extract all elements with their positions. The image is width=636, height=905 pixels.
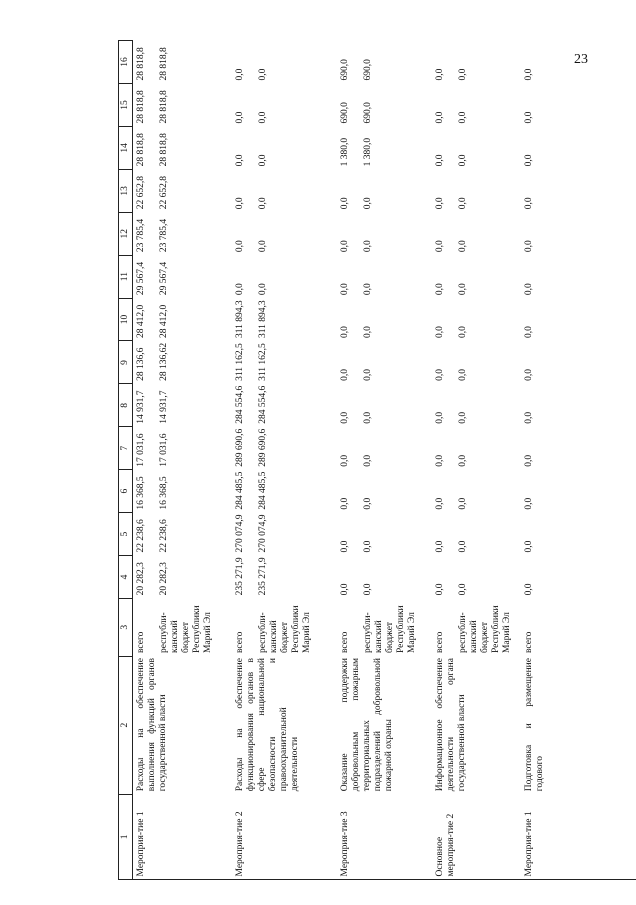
cell-value: 284 554,6	[257, 385, 268, 424]
table-cell	[337, 794, 432, 879]
cell-value: 0,0	[524, 326, 534, 338]
cell-text: Оказание поддержки добровольным пожарным территориальных подразделений добровольной пожарной охраны	[340, 658, 394, 792]
cell-value: 1 380,0	[362, 137, 373, 167]
cell-value: 14 931,7	[158, 390, 169, 424]
cell-value: 0,0	[457, 326, 468, 338]
value-cell	[133, 169, 233, 212]
cell-value: 0,0	[457, 454, 468, 467]
source-total: всего	[435, 631, 445, 654]
column-header: 4	[119, 556, 133, 599]
funding-source-cell	[232, 598, 337, 656]
cell-value: 0,0	[340, 497, 350, 510]
column-header: 1	[119, 794, 133, 879]
cell-text: Мероприя-тие 2	[235, 811, 245, 877]
cell-value: 0,0	[340, 540, 350, 553]
table-cell	[337, 656, 432, 794]
value-cell	[521, 84, 564, 127]
cell-value: 0,0	[435, 411, 445, 424]
cell-text: Информационное обеспечение деятельности органа государственной власти	[435, 658, 467, 792]
source-total: всего	[524, 631, 534, 654]
table-row	[337, 41, 432, 880]
value-cell	[337, 41, 432, 84]
cell-value: 0,0	[524, 111, 534, 124]
value-cell	[337, 84, 432, 127]
value-cell	[432, 427, 521, 470]
cell-value: 0,0	[435, 583, 445, 596]
value-cell	[133, 212, 233, 255]
cell-value: 0,0	[524, 454, 534, 467]
cell-value: 0,0	[257, 240, 268, 253]
value-cell	[133, 84, 233, 127]
value-cell	[521, 427, 564, 470]
table-row	[232, 41, 337, 880]
value-cell	[232, 298, 337, 341]
cell-value: 0,0	[362, 454, 373, 467]
cell-value: 0,0	[524, 240, 534, 253]
cell-text: Расходы на обеспечение выполнения функций органов государственной власти	[136, 658, 168, 792]
value-cell	[337, 427, 432, 470]
value-cell	[521, 126, 564, 169]
cell-value: 0,0	[362, 540, 373, 553]
cell-value: 28 818,8	[158, 47, 169, 81]
column-header: 11	[119, 255, 133, 298]
cell-value: 0,0	[457, 154, 468, 167]
source-budget: республи-канский бюджет Республики Марий Эл	[362, 605, 417, 654]
value-cell	[337, 556, 432, 599]
column-header: 6	[119, 470, 133, 513]
value-cell	[232, 341, 337, 384]
table-row	[521, 41, 564, 880]
value-cell	[133, 470, 233, 513]
cell-value: 0,0	[524, 68, 534, 81]
budget-table-rotated	[118, 40, 633, 880]
cell-value: 0,0	[257, 283, 268, 296]
cell-value: 235 271,9	[257, 557, 268, 596]
budget-table	[118, 40, 564, 880]
cell-value: 311 162,5	[235, 343, 245, 381]
cell-value: 16 368,5	[136, 476, 146, 510]
column-header: 16	[119, 41, 133, 84]
column-header: 8	[119, 384, 133, 427]
cell-value: 0,0	[235, 154, 245, 167]
value-cell	[133, 255, 233, 298]
column-header: 5	[119, 513, 133, 556]
cell-value: 690,0	[340, 102, 350, 124]
cell-value: 1 380,0	[340, 137, 350, 167]
cell-text: Мероприя-тие 1	[136, 811, 146, 877]
cell-value: 0,0	[340, 583, 350, 596]
source-budget: республи-канский бюджет Республики Марий Эл	[158, 605, 213, 654]
cell-value: 28 818,8	[136, 47, 146, 81]
cell-value: 284 554,6	[235, 385, 245, 424]
cell-value: 0,0	[340, 240, 350, 253]
value-cell	[133, 41, 233, 84]
value-cell	[337, 255, 432, 298]
cell-value: 16 368,5	[158, 476, 169, 510]
cell-value: 0,0	[435, 326, 445, 338]
cell-value: 284 485,5	[235, 471, 245, 510]
cell-value: 22 652,8	[136, 176, 146, 210]
cell-value: 311 162,5	[257, 343, 268, 381]
cell-value: 23 785,4	[158, 218, 169, 253]
cell-value: 0,0	[435, 154, 445, 167]
cell-value: 0,0	[340, 369, 350, 381]
value-cell	[133, 298, 233, 341]
funding-source-cell	[432, 598, 521, 656]
cell-value: 0,0	[362, 497, 373, 510]
cell-value: 0,0	[457, 68, 468, 81]
value-cell	[232, 41, 337, 84]
column-header: 15	[119, 84, 133, 127]
cell-value: 0,0	[340, 326, 350, 338]
cell-value: 0,0	[362, 583, 373, 596]
cell-value: 690,0	[362, 59, 373, 81]
value-cell	[133, 427, 233, 470]
cell-value: 0,0	[235, 240, 245, 253]
value-cell	[232, 84, 337, 127]
value-cell	[432, 255, 521, 298]
value-cell	[432, 169, 521, 212]
cell-value: 0,0	[435, 369, 445, 381]
value-cell	[521, 341, 564, 384]
cell-value: 0,0	[457, 411, 468, 424]
cell-value: 20 282,3	[136, 562, 146, 596]
cell-value: 0,0	[524, 197, 534, 210]
value-cell	[232, 513, 337, 556]
value-cell	[133, 126, 233, 169]
page-number: 23	[574, 52, 588, 67]
cell-value: 690,0	[340, 59, 350, 81]
value-cell	[521, 513, 564, 556]
table-cell	[521, 656, 564, 794]
value-cell	[337, 513, 432, 556]
table-cell	[232, 794, 337, 879]
cell-value: 0,0	[524, 540, 534, 553]
table-border-left	[131, 879, 636, 880]
cell-value: 17 031,6	[158, 433, 169, 467]
cell-value: 0,0	[362, 411, 373, 424]
cell-value: 20 282,3	[158, 562, 169, 596]
value-cell	[521, 41, 564, 84]
value-cell	[337, 212, 432, 255]
cell-value: 0,0	[362, 283, 373, 296]
cell-value: 0,0	[235, 68, 245, 81]
cell-value: 29 567,4	[158, 261, 169, 296]
source-budget: республи-канский бюджет Республики Марий Эл	[257, 605, 312, 654]
value-cell	[232, 126, 337, 169]
column-header: 12	[119, 212, 133, 255]
source-total: всего	[235, 631, 245, 654]
value-cell	[133, 556, 233, 599]
value-cell	[232, 255, 337, 298]
value-cell	[521, 470, 564, 513]
column-header: 3	[119, 598, 133, 656]
table-cell	[133, 794, 233, 879]
cell-value: 17 031,6	[136, 433, 146, 467]
value-cell	[232, 427, 337, 470]
header-row	[119, 41, 133, 880]
column-header: 14	[119, 126, 133, 169]
value-cell	[432, 513, 521, 556]
cell-value: 28 412,0	[158, 304, 169, 338]
cell-value: 23 785,4	[136, 218, 146, 253]
cell-value: 0,0	[524, 369, 534, 381]
cell-value: 28 412,0	[136, 304, 146, 338]
value-cell	[133, 513, 233, 556]
value-cell	[432, 341, 521, 384]
cell-value: 270 074,9	[235, 514, 245, 553]
cell-text: Подготовка и размещение годового	[524, 658, 545, 792]
cell-value: 0,0	[435, 197, 445, 210]
cell-value: 0,0	[524, 497, 534, 510]
table-cell	[232, 656, 337, 794]
value-cell	[337, 169, 432, 212]
cell-value: 22 238,6	[158, 519, 169, 553]
cell-text: Основное мероприя-тие 2	[435, 813, 456, 877]
value-cell	[521, 255, 564, 298]
cell-value: 311 894,3	[235, 300, 245, 338]
value-cell	[432, 84, 521, 127]
cell-value: 289 690,6	[257, 428, 268, 467]
cell-value: 0,0	[235, 283, 245, 296]
table-cell	[521, 794, 564, 879]
value-cell	[432, 470, 521, 513]
column-header: 9	[119, 341, 133, 384]
value-cell	[521, 384, 564, 427]
table-cell	[432, 656, 521, 794]
value-cell	[232, 212, 337, 255]
cell-value: 0,0	[235, 197, 245, 210]
table-row	[133, 41, 233, 880]
cell-value: 0,0	[457, 283, 468, 296]
value-cell	[521, 212, 564, 255]
cell-value: 28 136,62	[158, 342, 169, 381]
cell-value: 0,0	[435, 497, 445, 510]
cell-value: 0,0	[457, 583, 468, 596]
value-cell	[133, 341, 233, 384]
value-cell	[337, 470, 432, 513]
cell-value: 311 894,3	[257, 300, 268, 338]
value-cell	[232, 384, 337, 427]
value-cell	[337, 341, 432, 384]
cell-value: 0,0	[435, 540, 445, 553]
column-header: 13	[119, 169, 133, 212]
cell-value: 28 818,8	[158, 90, 169, 124]
column-header: 2	[119, 656, 133, 794]
cell-value: 0,0	[524, 411, 534, 424]
value-cell	[432, 556, 521, 599]
cell-value: 0,0	[257, 68, 268, 81]
cell-value: 0,0	[457, 197, 468, 210]
cell-value: 0,0	[257, 154, 268, 167]
value-cell	[337, 384, 432, 427]
source-total: всего	[136, 631, 146, 654]
cell-value: 0,0	[435, 454, 445, 467]
value-cell	[521, 556, 564, 599]
cell-value: 0,0	[457, 540, 468, 553]
cell-value: 0,0	[362, 326, 373, 338]
cell-text: Мероприя-тие 3	[340, 811, 350, 877]
cell-value: 0,0	[340, 197, 350, 210]
funding-source-cell	[521, 598, 564, 656]
cell-value: 0,0	[457, 111, 468, 124]
cell-value: 0,0	[257, 111, 268, 124]
value-cell	[337, 126, 432, 169]
column-header: 7	[119, 427, 133, 470]
value-cell	[232, 470, 337, 513]
cell-value: 0,0	[435, 68, 445, 81]
table-row	[432, 41, 521, 880]
value-cell	[133, 384, 233, 427]
cell-value: 289 690,6	[235, 428, 245, 467]
cell-value: 270 074,9	[257, 514, 268, 553]
cell-value: 28 818,8	[136, 90, 146, 124]
cell-value: 14 931,7	[136, 390, 146, 424]
table-cell	[133, 656, 233, 794]
cell-value: 0,0	[257, 197, 268, 210]
cell-value: 235 271,9	[235, 557, 245, 596]
value-cell	[432, 384, 521, 427]
cell-value: 29 567,4	[136, 261, 146, 296]
cell-value: 28 818,8	[158, 133, 169, 167]
table-cell	[432, 794, 521, 879]
cell-value: 0,0	[340, 283, 350, 296]
value-cell	[232, 556, 337, 599]
value-cell	[432, 41, 521, 84]
cell-value: 0,0	[435, 240, 445, 253]
value-cell	[521, 169, 564, 212]
column-header: 10	[119, 298, 133, 341]
cell-value: 0,0	[362, 369, 373, 381]
cell-value: 284 485,5	[257, 471, 268, 510]
cell-value: 0,0	[340, 411, 350, 424]
cell-value: 0,0	[457, 497, 468, 510]
cell-value: 690,0	[362, 102, 373, 124]
value-cell	[521, 298, 564, 341]
value-cell	[232, 169, 337, 212]
cell-value: 0,0	[235, 111, 245, 124]
cell-value: 0,0	[435, 283, 445, 296]
cell-value: 0,0	[524, 154, 534, 167]
cell-value: 0,0	[457, 369, 468, 381]
cell-value: 0,0	[362, 197, 373, 210]
source-budget: республи-канский бюджет Республики Марий Эл	[457, 605, 512, 654]
source-total: всего	[340, 631, 350, 654]
value-cell	[432, 212, 521, 255]
funding-source-cell	[337, 598, 432, 656]
cell-value: 28 818,8	[136, 133, 146, 167]
cell-text: Расходы на обеспечение функционирования органов в сфере национальной безопасности и правоохранительной деятельности	[235, 658, 300, 792]
value-cell	[432, 126, 521, 169]
cell-value: 0,0	[457, 240, 468, 253]
cell-value: 22 652,8	[158, 176, 169, 210]
value-cell	[337, 298, 432, 341]
cell-value: 0,0	[524, 283, 534, 296]
cell-value: 0,0	[362, 240, 373, 253]
value-cell	[432, 298, 521, 341]
cell-value: 0,0	[524, 583, 534, 596]
funding-source-cell	[133, 598, 233, 656]
cell-value: 28 136,6	[136, 347, 146, 381]
cell-value: 0,0	[340, 454, 350, 467]
cell-value: 0,0	[435, 111, 445, 124]
cell-value: 22 238,6	[136, 519, 146, 553]
cell-text: Мероприя-тие 1	[524, 811, 534, 877]
